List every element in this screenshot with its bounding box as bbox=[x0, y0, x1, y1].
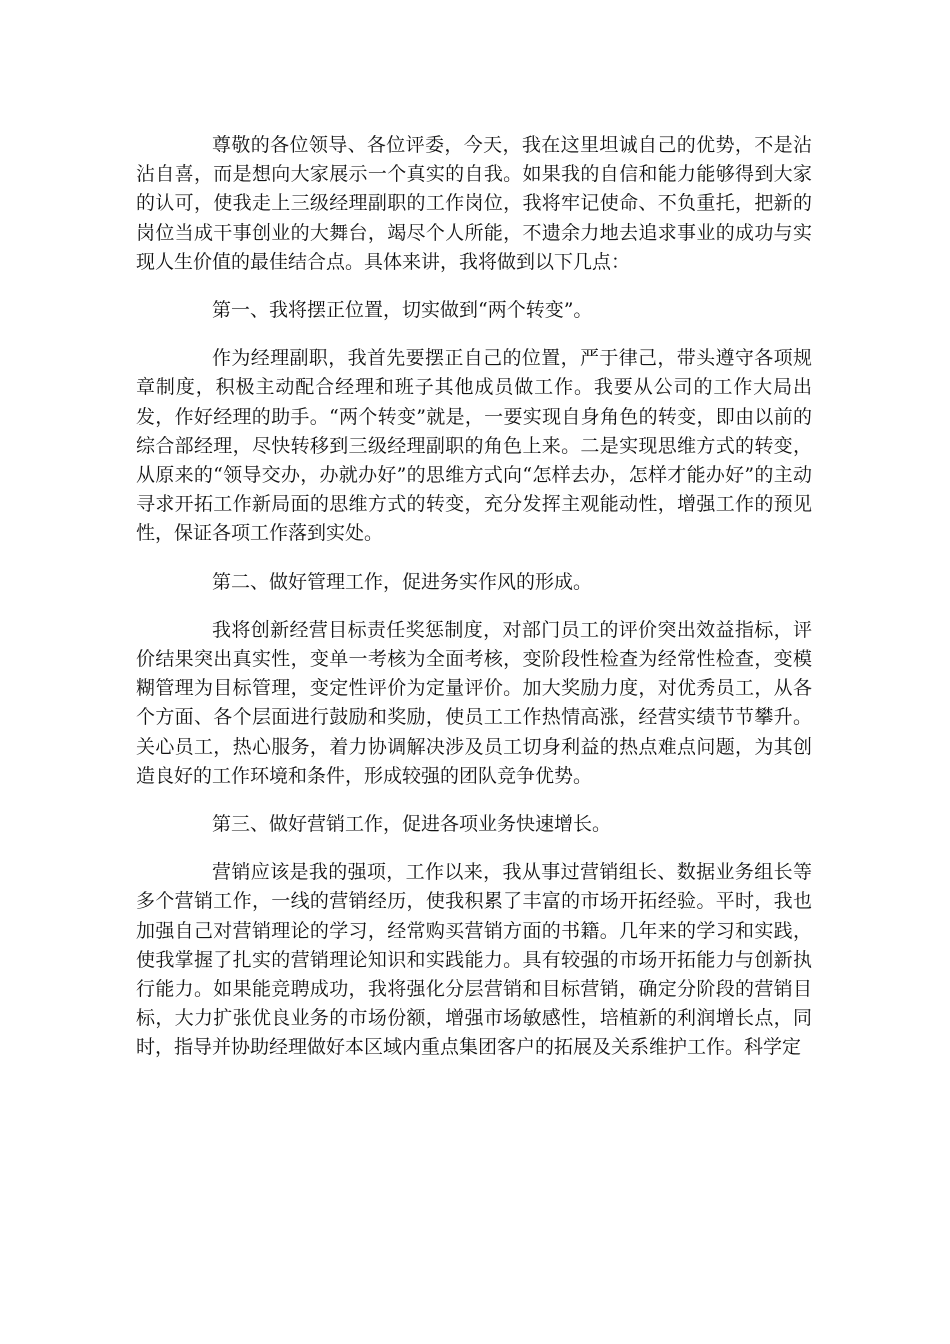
document-body bbox=[136, 131, 812, 1082]
section-heading-1: 第一、我将摆正位置，切实做到“两个转变”。 bbox=[212, 299, 593, 322]
section-2-paragraph: 我将创新经营目标责任奖惩制度，对部门员工的评价突出效益指标，评价结果突出真实性，变单一考核为全面考核，变阶段性检查为经常性检查，变模糊管理为目标管理，变定性评价为定量评价。加大奖励力度，对优秀员工，从各个方面、各个层面进行鼓励和奖励，使员工工作热情高涨，经营实绩节节攀升。关心员工，热心服务，着力协调解决涉及员工切身利益的热点难点问题，为其创造良好的工作环境和条件，形成较强的团队竞争优势。 bbox=[136, 618, 812, 787]
section-heading-2: 第二、做好管理工作，促进务实作风的形成。 bbox=[212, 570, 593, 593]
section-3-paragraph: 营销应该是我的强项，工作以来，我从事过营销组长、数据业务组长等多个营销工作，一线的营销经历，使我积累了丰富的市场开拓经验。平时，我也加强自己对营销理论的学习，经常购买营销方面的书籍。几年来的学习和实践，使我掌握了扎实的营销理论知识和实践能力。具有较强的市场开拓能力与创新执行能力。如果能竞聘成功，我将强化分层营销和目标营销，确定分阶段的营销目标，大力扩张优良业务的市场份额，增强市场敏感性，培植新的利润增长点，同时，指导并协助经理做好本区域内重点集团客户的拓展及关系维护工作。科学定 bbox=[136, 861, 812, 1059]
intro-paragraph: 尊敬的各位领导、各位评委，今天，我在这里坦诚自己的优势，不是沾沾自喜，而是想向大家展示一个真实的自我。如果我的自信和能力能够得到大家的认可，使我走上三级经理副职的工作岗位，我将牢记使命、不负重托，把新的岗位当成干事创业的大舞台，竭尽个人所能，不遗余力地去追求事业的成功与实现人生价值的最佳结合点。具体来讲，我将做到以下几点： bbox=[136, 134, 812, 273]
section-1-paragraph: 作为经理副职，我首先要摆正自己的位置，严于律己，带头遵守各项规章制度，积极主动配合经理和班子其他成员做工作。我要从公司的工作大局出发，作好经理的助手。“两个转变”就是，一要实现自身角色的转变，即由以前的综合部经理，尽快转移到三级经理副职的角色上来。二是实现思维方式的转变，从原来的“领导交办，办就办好”的思维方式向“怎样去办，怎样才能办好”的主动寻求开拓工作新局面的思维方式的转变，充分发挥主观能动性，增强工作的预见性，保证各项工作落到实处。 bbox=[136, 347, 812, 545]
section-heading-3: 第三、做好营销工作，促进各项业务快速增长。 bbox=[212, 813, 612, 836]
